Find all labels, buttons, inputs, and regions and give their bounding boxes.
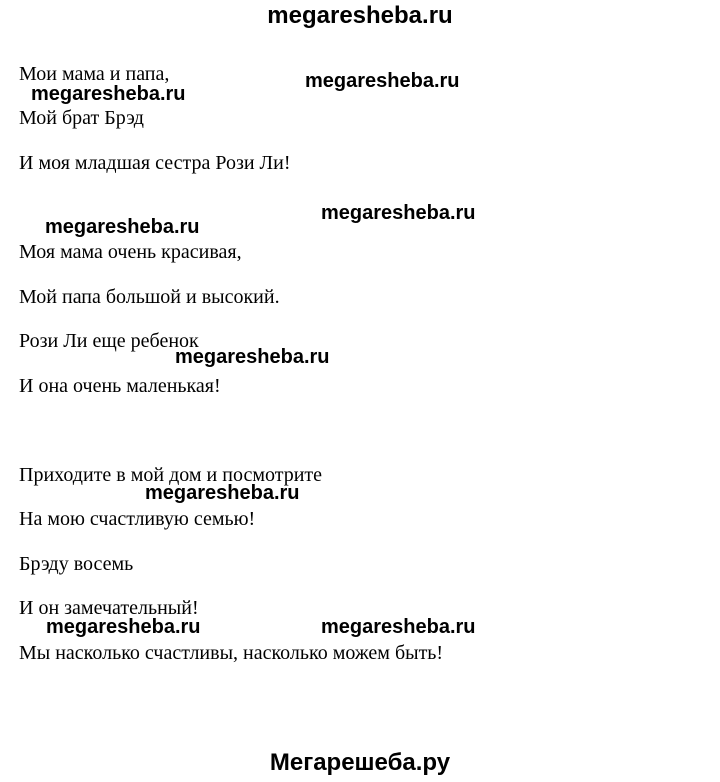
poem-line: Мой брат Брэд (19, 107, 144, 129)
poem-line: Мои мама и папа, (19, 63, 170, 85)
watermark: megaresheba.ru (31, 83, 186, 105)
poem-line: И моя младшая сестра Рози Ли! (19, 152, 291, 174)
poem-line: Брэду восемь (19, 553, 134, 575)
watermark: megaresheba.ru (145, 482, 300, 504)
poem-line: Моя мама очень красивая, (19, 241, 242, 263)
watermark: megaresheba.ru (175, 346, 330, 368)
poem-line: И он замечательный! (19, 597, 199, 619)
footer-watermark: Мегарешеба.ру (269, 749, 451, 776)
poem-line: Рози Ли еще ребенок (19, 330, 199, 352)
poem-line: Мой папа большой и высокий. (19, 286, 280, 308)
poem-line: Приходите в мой дом и посмотрите (19, 464, 323, 486)
watermark: megaresheba.ru (305, 70, 460, 92)
watermark: megaresheba.ru (321, 202, 476, 224)
poem-line: На мою счастливую семью! (19, 508, 256, 530)
watermark: megaresheba.ru (321, 616, 476, 638)
header-watermark: megaresheba.ru (267, 2, 453, 29)
watermark: megaresheba.ru (46, 616, 201, 638)
poem-line: И она очень маленькая! (19, 375, 221, 397)
poem-line: Мы насколько счастливы, насколько можем быть! (19, 642, 444, 664)
watermark: megaresheba.ru (45, 216, 200, 238)
